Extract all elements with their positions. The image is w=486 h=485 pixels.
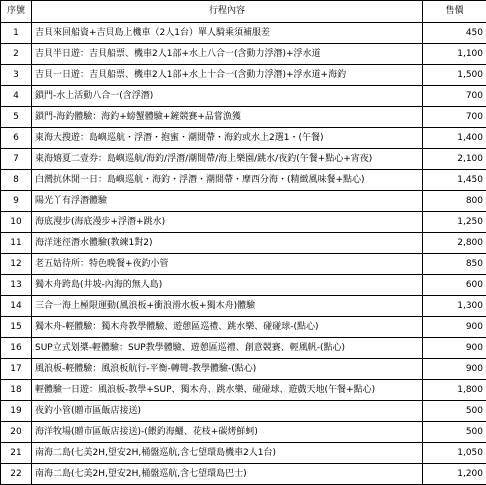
row-price: 1,500: [423, 65, 486, 86]
table-row: [1, 464, 486, 485]
table-row: [1, 317, 486, 338]
row-number: 22: [1, 464, 32, 485]
row-itinerary: 輕體驗一日遊：風浪板-教學+SUP、獨木舟、跳水樂、碰碰球、遊戲天地(午餐+點心): [32, 380, 423, 401]
row-itinerary: 吉貝半日遊：吉貝船票、機車2人1部+水上八合一(含動力浮潛)+浮水道: [32, 44, 423, 65]
row-number: 2: [1, 44, 32, 65]
row-itinerary: SUP立式划槳-輕體驗：SUP教學體驗、遊憩區巡禮、創意競賽、輕風帆-(點心): [32, 338, 423, 359]
row-itinerary: 獨木舟-輕體驗：獨木舟教學體驗、遊憩區巡禮、跳水樂、碰碰球-(點心): [32, 317, 423, 338]
row-itinerary: 海洋迷徑潛水體驗(教練1對2): [32, 233, 423, 254]
row-price: 700: [423, 107, 486, 128]
row-price: 1,200: [423, 464, 486, 485]
row-itinerary: 白灣抗休閒一日：島嶼巡航・海釣・浮潛・潮間帶・摩西分海・(精緻風味餐+點心): [32, 170, 423, 191]
row-itinerary: 吉貝一日遊：吉貝船票、機車2人1部+水上十合一(含動力浮潛)+浮水道+海釣: [32, 65, 423, 86]
table-row: [1, 380, 486, 401]
row-price: 700: [423, 86, 486, 107]
table-row: [1, 149, 486, 170]
row-price: 500: [423, 422, 486, 443]
header-price: 售價: [423, 1, 486, 23]
row-price: 900: [423, 317, 486, 338]
row-itinerary: 三合一海上極限運動(風浪板+衝浪滑水板+獨木舟)體驗: [32, 296, 423, 317]
row-number: 5: [1, 107, 32, 128]
row-itinerary: 鎖門-海釣體驗：海釣+螃蟹體驗+鏟競賽+品嘗漁獲: [32, 107, 423, 128]
row-itinerary: 鎖門-水上活動八合一(含浮潛): [32, 86, 423, 107]
row-itinerary: 風浪板-輕體驗：風浪板航行-平衡-轉彎-教學體驗-(點心): [32, 359, 423, 380]
table-row: [1, 212, 486, 233]
row-number: 9: [1, 191, 32, 212]
row-price: 1,400: [423, 128, 486, 149]
table-row: [1, 296, 486, 317]
row-number: 16: [1, 338, 32, 359]
row-price: 600: [423, 275, 486, 296]
table-row: [1, 23, 486, 44]
row-number: 17: [1, 359, 32, 380]
row-number: 6: [1, 128, 32, 149]
table-row: [1, 401, 486, 422]
row-number: 13: [1, 275, 32, 296]
table-row: [1, 44, 486, 65]
table-row: [1, 338, 486, 359]
row-number: 14: [1, 296, 32, 317]
row-price: 2,800: [423, 233, 486, 254]
row-itinerary: 東海大搜遊：島嶼巡航・浮潛・抱蜜・潮間帶・海釣或水上2選1・(午餐): [32, 128, 423, 149]
row-number: 19: [1, 401, 32, 422]
row-number: 8: [1, 170, 32, 191]
row-number: 1: [1, 23, 32, 44]
row-itinerary: 南海二島(七美2H,望安2H,桶盤巡航,含七望環島機車2人1台): [32, 443, 423, 464]
row-itinerary: 吉貝來回船資+吉貝島上機車（2人1台）單人騎乘須補服差: [32, 23, 423, 44]
table-row: [1, 107, 486, 128]
table-row: [1, 422, 486, 443]
row-number: 20: [1, 422, 32, 443]
row-number: 12: [1, 254, 32, 275]
row-number: 3: [1, 65, 32, 86]
row-price: 850: [423, 254, 486, 275]
table-row: [1, 254, 486, 275]
row-itinerary: 獨木舟跨島(井坡-內海的無人島): [32, 275, 423, 296]
row-price: 1,100: [423, 44, 486, 65]
header-number: 序號: [1, 1, 32, 23]
row-number: 7: [1, 149, 32, 170]
row-price: 1,800: [423, 380, 486, 401]
row-price: 1,050: [423, 443, 486, 464]
table-row: [1, 170, 486, 191]
table-row: [1, 275, 486, 296]
table-row: [1, 233, 486, 254]
row-number: 10: [1, 212, 32, 233]
table-row: [1, 128, 486, 149]
row-itinerary: 海洋牧場(贈市區飯店接送)-(餵釣海鱺、花枝+碳烤鮮蚵): [32, 422, 423, 443]
row-price: 800: [423, 191, 486, 212]
row-itinerary: 老五姑待所：特色晚餐+夜釣小管: [32, 254, 423, 275]
row-price: 500: [423, 401, 486, 422]
row-itinerary: 陽光丫有浮潛體驗: [32, 191, 423, 212]
row-itinerary: 東海嬉夏二壹券：島嶼巡航/海釣/浮潛/潮間帶/海上樂園/跳水/夜釣(午餐+點心+宵夜): [32, 149, 423, 170]
row-number: 4: [1, 86, 32, 107]
table-row: [1, 443, 486, 464]
table-row: [1, 359, 486, 380]
table-header-row: [1, 1, 486, 23]
row-price: 1,250: [423, 212, 486, 233]
table-row: [1, 65, 486, 86]
row-number: 18: [1, 380, 32, 401]
row-itinerary: 夜釣小管(贈市區飯店接送): [32, 401, 423, 422]
row-price: 900: [423, 359, 486, 380]
row-itinerary: 南海二島(七美2H,望安2H,桶盤巡航,含七望環島巴士): [32, 464, 423, 485]
row-price: 450: [423, 23, 486, 44]
row-itinerary: 海底漫步(海底漫步+浮潛+跳水): [32, 212, 423, 233]
row-number: 15: [1, 317, 32, 338]
row-price: 900: [423, 338, 486, 359]
table-row: [1, 86, 486, 107]
row-price: 1,450: [423, 170, 486, 191]
table-row: [1, 191, 486, 212]
row-price: 1,300: [423, 296, 486, 317]
row-number: 11: [1, 233, 32, 254]
row-price: 2,100: [423, 149, 486, 170]
header-itinerary: 行程內容: [32, 1, 423, 23]
row-number: 21: [1, 443, 32, 464]
